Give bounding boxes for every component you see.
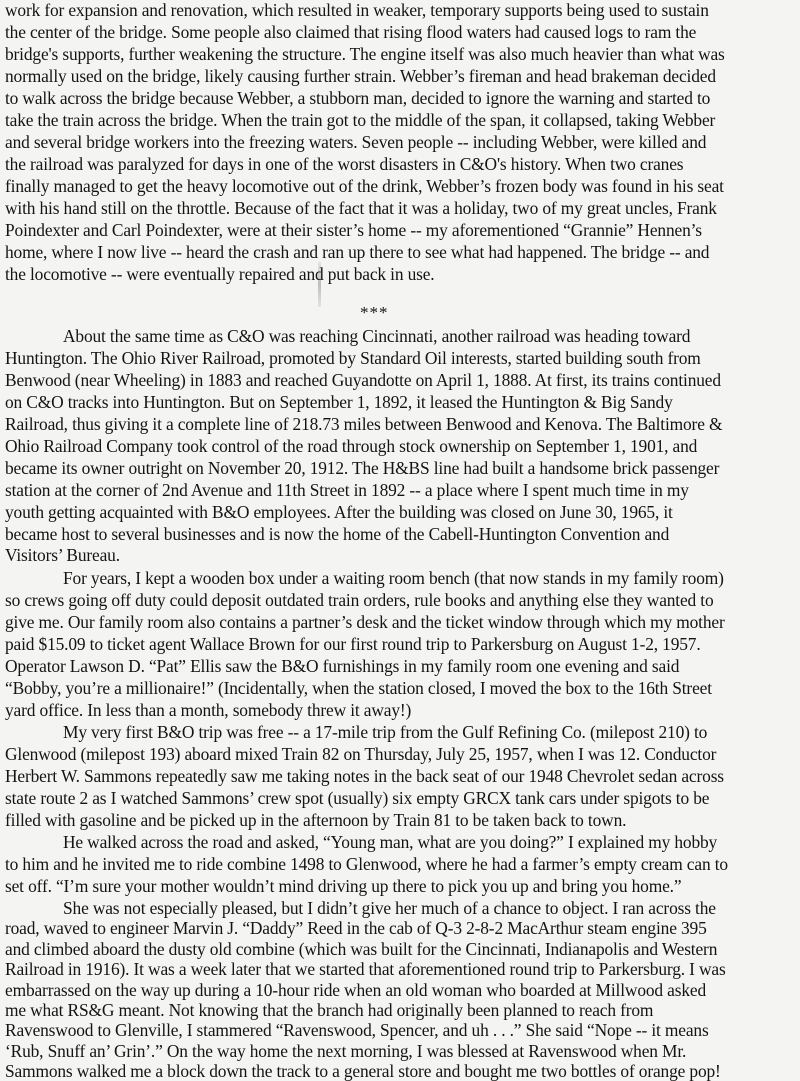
text-line: to him and he invited me to ride combine 1498 to Glenwood, where he had a farmer’s empty cream can to — [5, 854, 728, 874]
paragraph-first-line: For years, I kept a wooden box under a waiting room bench (that now stands in my family room) — [63, 568, 724, 588]
text-line: Sammons walked me a block down the track to a general store and bought me two bottles of orange pop! — [5, 1061, 721, 1081]
text-line: on C&O tracks into Huntington. But on September 1, 1892, it leased the Huntington & Big Sandy — [5, 392, 673, 412]
text-line: take the train across the bridge. When the train got to the middle of the span, it collapsed, taking Webber — [5, 110, 716, 130]
text-line: Huntington. The Ohio River Railroad, promoted by Standard Oil interests, started building south from — [5, 348, 701, 368]
text-line: Poindexter and Carl Poindexter, were at their sister’s home -- my aforementioned “Grannie” Hennen’s — [5, 220, 702, 240]
text-line: and several bridge workers into the freezing waters. Seven people -- including Webber, were killed and — [5, 132, 707, 152]
text-line: work for expansion and renovation, which resulted in weaker, temporary supports being used to sustain — [5, 0, 709, 20]
text-line: filled with gasoline and be picked up in the afternoon by Train 81 to be taken back to town. — [5, 810, 627, 830]
text-line: the railroad was paralyzed for days in one of the worst disasters in C&O's history. When two cranes — [5, 154, 684, 174]
text-line: yard office. In less than a month, somebody threw it away!) — [5, 700, 412, 720]
text-line: me what RS&G meant. Not knowing that the branch had originally been planned to reach from — [5, 999, 654, 1020]
text-line: “Bobby, you’re a millionaire!” (Incidentally, when the station closed, I moved the box to the 16th Street — [5, 678, 712, 698]
text-line: road, waved to engineer Marvin J. “Daddy” Reed in the cab of Q-3 2-8-2 MacArthur steam engine 395 — [5, 918, 707, 939]
text-line: Herbert W. Sammons repeatedly saw me taking notes in the back seat of our 1948 Chevrolet sedan across — [5, 766, 724, 786]
text-line: normally used on the bridge, likely causing further strain. Webber’s fireman and head brakeman decided — [5, 66, 716, 86]
paragraph-first-line: About the same time as C&O was reaching Cincinnati, another railroad was heading toward — [63, 326, 691, 346]
text-line: Visitors’ Bureau. — [5, 545, 120, 565]
text-line: youth getting acquainted with B&O employees. After the building was closed on June 30, 1965, it — [5, 502, 673, 522]
text-line: station at the corner of 2nd Avenue and 11th Street in 1892 -- a place where I spent much time in my — [5, 480, 689, 500]
text-line: Railroad in 1916). It was a week later that we started that aforementioned round trip to Parkersburg. I was — [5, 959, 726, 980]
text-line: finally managed to get the heavy locomotive out of the drink, Webber’s frozen body was found in his seat — [5, 176, 724, 196]
text-line: Railroad, thus giving it a complete line of 218.73 miles between Benwood and Kenova. The Baltimore & — [5, 414, 723, 434]
text-line: became its owner outright on November 20, 1912. The H&BS line had built a handsome brick passenger — [5, 458, 720, 478]
paragraph-first-line: He walked across the road and asked, “Young man, what are you doing?” I explained my hobby — [63, 832, 718, 852]
text-line: give me. Our family room also contains a partner’s desk and the ticket window through which my mother — [5, 612, 725, 632]
text-line: Ohio Railroad Company took control of the road through stock ownership on September 1, 1901, and — [5, 436, 698, 456]
paragraph-first-line: She was not especially pleased, but I didn’t give her much of a chance to object. I ran across the — [63, 898, 716, 918]
section-separator: *** — [360, 303, 389, 322]
text-line: so crews going off duty could deposit outdated train orders, rule books and anything else they wanted to — [5, 590, 714, 610]
text-line: embarrassed on the way up during a 10-hour ride when an old woman who boarded at Millwood asked — [5, 979, 706, 1000]
text-line: the center of the bridge. Some people also claimed that rising flood waters had caused logs to ram the — [5, 22, 697, 42]
paragraph-first-line: My very first B&O trip was free -- a 17-mile trip from the Gulf Refining Co. (milepost 210) to — [63, 722, 708, 742]
text-line: became host to several businesses and is now the home of the Cabell-Huntington Convention and — [5, 524, 670, 544]
text-line: set off. “I’m sure your mother wouldn’t mind driving up there to pick you up and bring you home.” — [5, 876, 682, 896]
text-line: ‘Rub, Snuff an’ Grin’.” On the way home the next morning, I was blessed at Ravenswood when Mr. — [5, 1040, 687, 1061]
text-line: Benwood (near Wheeling) in 1883 and reached Guyandotte on April 1, 1888. At first, its trains continued — [5, 370, 721, 390]
text-line: Glenwood (milepost 193) aboard mixed Train 82 on Thursday, July 25, 1957, when I was 12. Conductor — [5, 744, 717, 764]
text-line: and climbed aboard the dusty old combine (which was built for the Cincinnati, Indianapolis and Western — [5, 938, 718, 959]
text-line: Operator Lawson D. “Pat” Ellis saw the B&O furnishings in my family room one evening and said — [5, 656, 680, 676]
text-line: home, where I now live -- heard the crash and ran up there to see what had happened. The bridge -- and — [5, 242, 710, 262]
text-line: the locomotive -- were eventually repaired and put back in use. — [5, 264, 435, 284]
text-line: to walk across the bridge because Webber, a stubborn man, decided to ignore the warning and started to — [5, 88, 711, 108]
text-line: Ravenswood to Glenville, I stammered “Ravenswood, Spencer, and uh . . .” She said “Nope -- it means — [5, 1020, 709, 1041]
text-line: bridge's supports, further weakening the structure. The engine itself was also much heavier than what was — [5, 44, 725, 64]
text-line: state route 2 as I watched Sammons’ crew spot (usually) six empty GRCX tank cars under spigots to be — [5, 788, 710, 808]
text-line: with his hand still on the throttle. Because of the fact that it was a holiday, two of my great uncles, Frank — [5, 198, 717, 218]
text-line: paid $15.09 to ticket agent Wallace Brown for our first round trip to Parkersburg on August 1-2, 1957. — [5, 634, 701, 654]
document-page — [5, 0, 797, 1081]
